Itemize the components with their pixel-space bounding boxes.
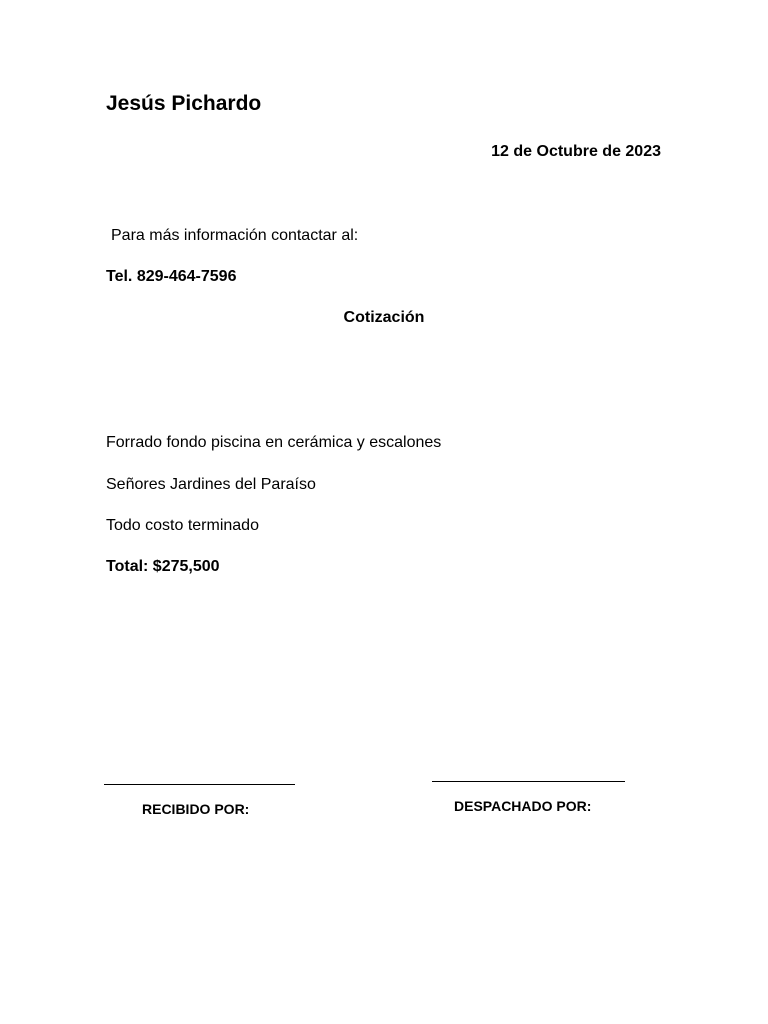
quote-recipient: Señores Jardines del Paraíso: [106, 476, 316, 493]
quote-description: Forrado fondo piscina en cerámica y escalones: [106, 434, 442, 451]
received-signature-line: [104, 784, 295, 785]
dispatched-by-label: DESPACHADO POR:: [454, 798, 592, 814]
dispatched-signature-line: [432, 781, 625, 782]
sender-name: Jesús Pichardo: [106, 92, 262, 115]
contact-intro: Para más información contactar al:: [111, 227, 359, 244]
document-date: 12 de Octubre de 2023: [491, 143, 661, 160]
contact-phone: Tel. 829-464-7596: [106, 268, 237, 285]
document-title: Cotización: [343, 309, 425, 326]
quote-terms: Todo costo terminado: [106, 517, 259, 534]
quote-total: Total: $275,500: [106, 558, 220, 575]
received-by-label: RECIBIDO POR:: [142, 801, 250, 817]
